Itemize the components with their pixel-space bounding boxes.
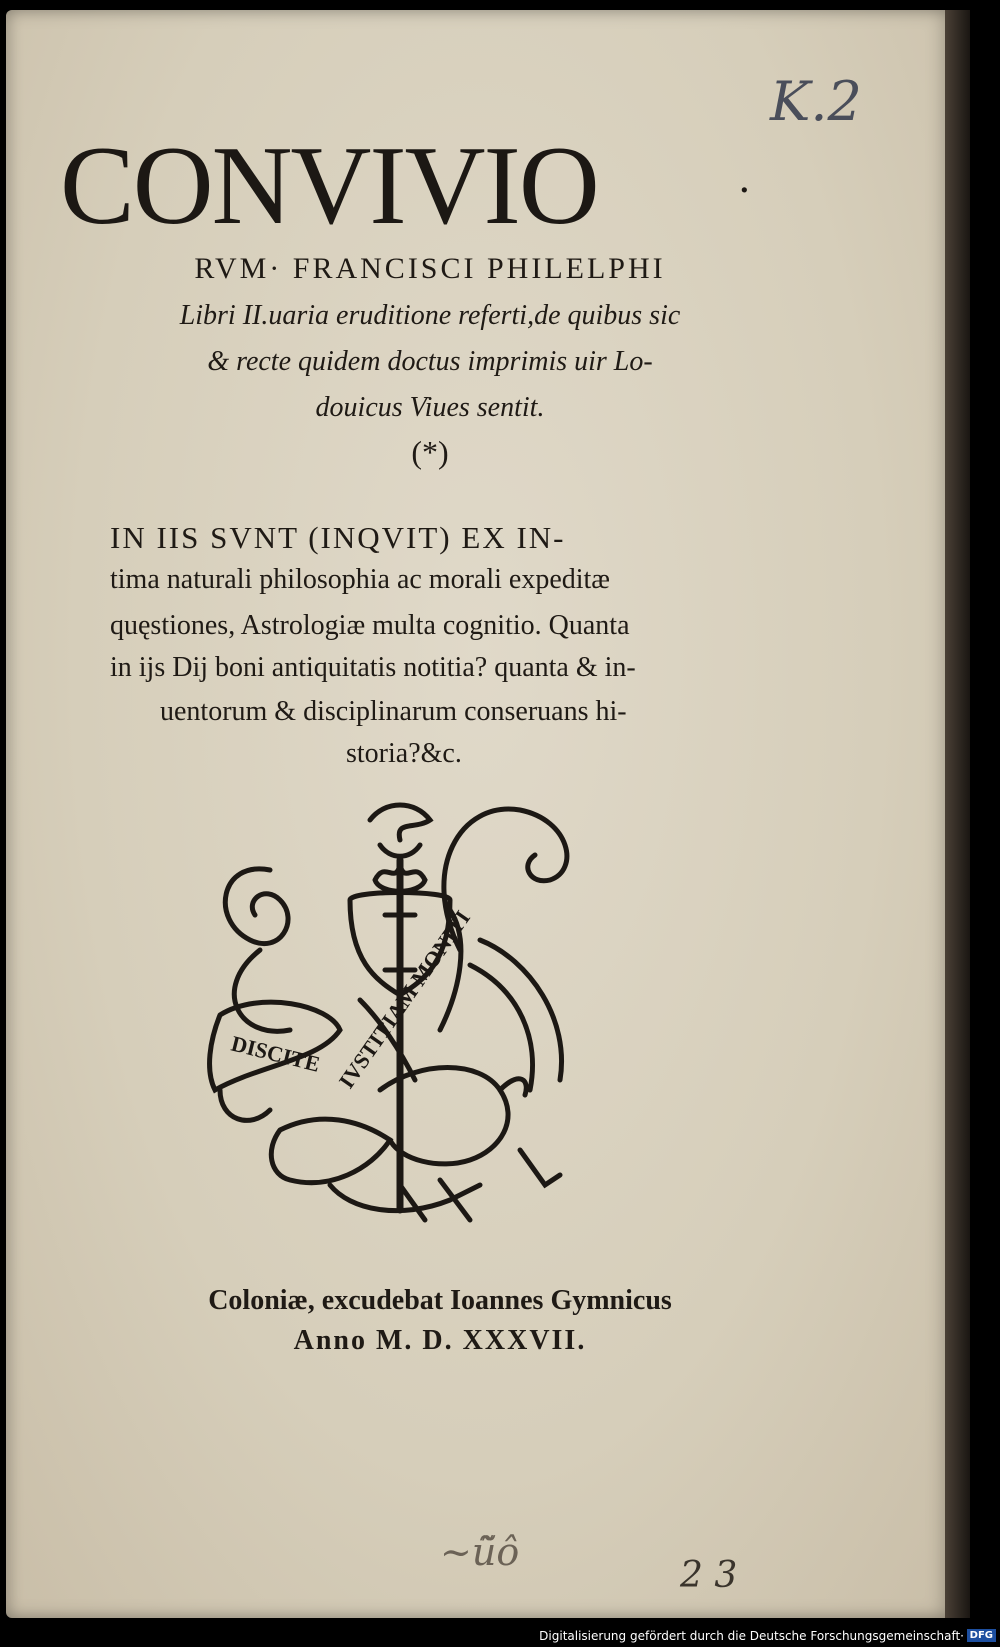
footer-bar <box>0 1626 1000 1647</box>
title-ornament: · <box>738 168 751 214</box>
paragraph-line-3: quęstiones, Astrologiæ multa cognitio. Quanta <box>110 610 630 641</box>
paragraph-line-4: in ijs Dij boni antiquitatis notitia? quanta & in- <box>110 652 636 683</box>
paragraph-line-6: storia?&c. <box>346 738 462 769</box>
funding-credit: Digitalisierung gefördert durch die Deutsche Forschungsgemeinschaft· <box>539 1629 964 1643</box>
banner-text-right: IVSTITIAM MONITI <box>333 905 476 1093</box>
title-line-2: Libri II.uaria eruditione referti,de quibus sic <box>179 300 681 331</box>
imprint-line-2: Anno M. D. XXXVII. <box>293 1325 587 1356</box>
printer-device-woodcut <box>200 790 620 1250</box>
banner-text-left: DISCITE <box>228 1030 323 1077</box>
imprint-line-1: Coloniæ, excudebat Ioannes Gymnicus <box>208 1285 672 1316</box>
title-main: CONVIVIO <box>60 124 598 248</box>
page-number: 2 3 <box>680 1555 738 1596</box>
shelfmark: K.2 <box>770 70 862 133</box>
paragraph-line-2: tima naturali philosophia ac morali expeditæ <box>110 564 610 595</box>
dfg-logo: DFG <box>967 1629 996 1642</box>
title-line-3: & recte quidem doctus imprimis uir Lo- <box>207 346 653 377</box>
paragraph-line-1: IN IIS SVNT (INQVIT) EX IN- <box>110 520 566 555</box>
paragraph-line-5: uentorum & disciplinarum conseruans hi- <box>160 696 627 727</box>
title-line-4: douicus Viues sentit. <box>315 392 545 423</box>
handwritten-note: ~ũ̃ô <box>440 1530 520 1574</box>
book-edge <box>945 10 970 1618</box>
asterisk-mark: (*) <box>411 434 449 470</box>
title-line-1: RVM· FRANCISCI PHILELPHI <box>194 252 666 285</box>
